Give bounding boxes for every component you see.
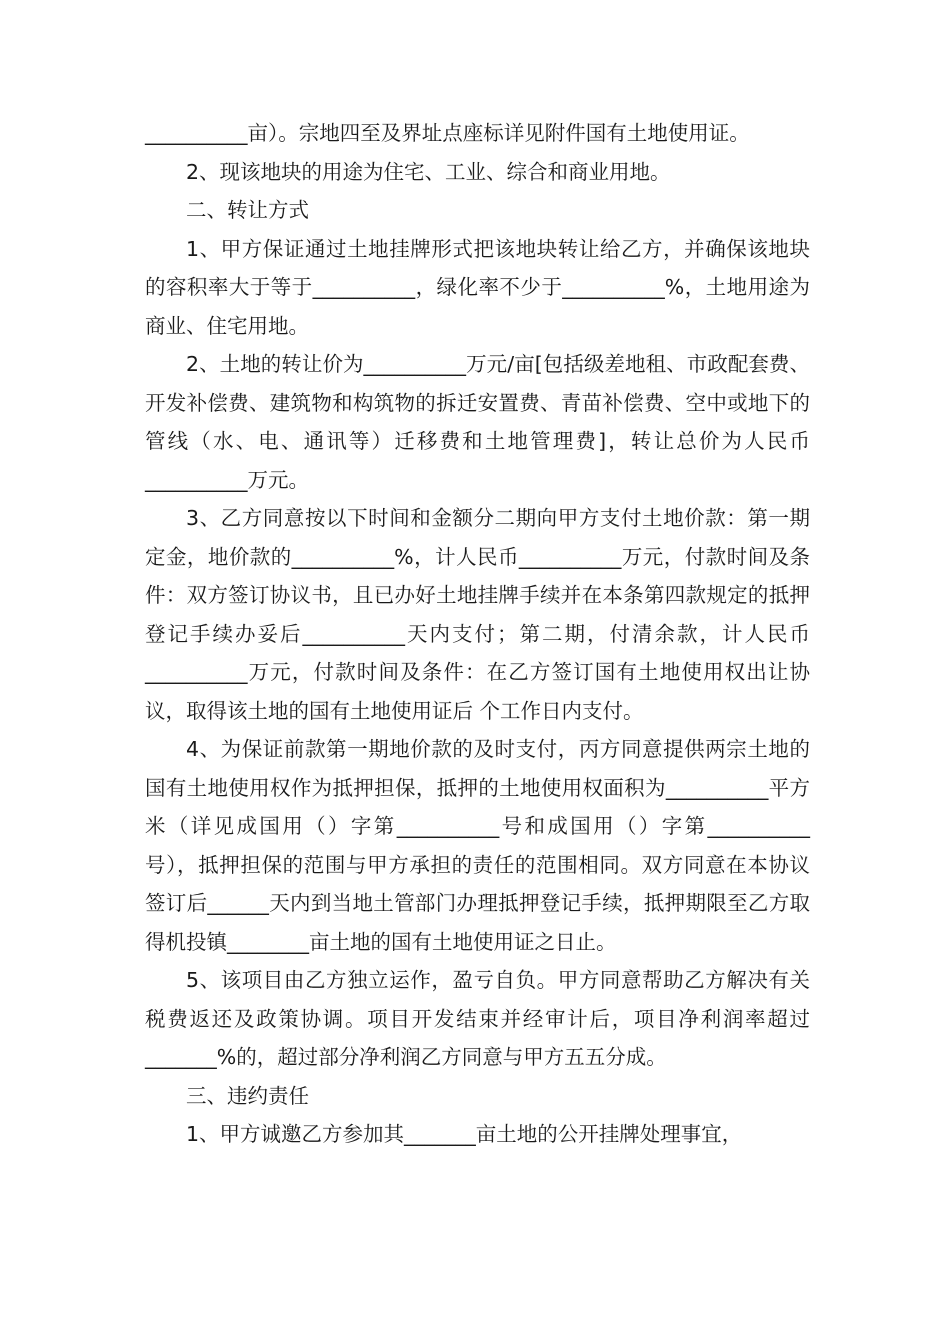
paragraph-transfer-guarantee: 1、甲方保证通过土地挂牌形式把该地块转让给乙方，并确保该地块的容积率大于等于__________，绿化率不少于__________%，土地用途为商业、住宅用地。: [145, 236, 810, 338]
paragraph-project-profit: 5、该项目由乙方独立运作，盈亏自负。甲方同意帮助乙方解决有关税费返还及政策协调。项目开发结束并经审计后，项目净利润率超过_______%的，超过部分净利润乙方同意与甲方五五分成。: [145, 968, 810, 1069]
paragraph-transfer-price: 2、土地的转让价为__________万元/亩[包括级差地租、市政配套费、开发补偿费、建筑物和构筑物的拆迁安置费、青苗补偿费、空中或地下的管线（水、电、通讯等）迁移费和土地管理费]，转让总价为人民币__________万元。: [145, 352, 810, 492]
section-heading-liability: 三、违约责任: [186, 1083, 309, 1108]
paragraph-land-area-tail: __________亩）。宗地四至及界址点座标详见附件国有土地使用证。: [145, 121, 750, 145]
paragraph-liability-invitation: 1、甲方诚邀乙方参加其_______亩土地的公开挂牌处理事宜，: [186, 1122, 743, 1146]
document-body: [145, 114, 810, 1154]
paragraph-land-use: 2、现该地块的用途为住宅、工业、综合和商业用地。: [186, 159, 671, 184]
paragraph-mortgage-guarantee: 4、为保证前款第一期地价款的及时支付，丙方同意提供两宗土地的国有土地使用权作为抵押担保，抵押的土地使用权面积为__________平方米（详见成国用（）字第__________号和成国用（）字第__________号），抵押担保的范围与甲方承担的责任的范围相同。双方同意在本协议签订后______天内到当地土管部门办理抵押登记手续，抵押期限至乙方取得机投镇________亩土地的国有土地使用证之日止。: [145, 737, 810, 954]
section-heading-transfer-method: 二、转让方式: [186, 198, 309, 222]
paragraph-payment-schedule: 3、乙方同意按以下时间和金额分二期向甲方支付土地价款：第一期定金，地价款的__________%，计人民币__________万元，付款时间及条件：双方签订协议书，且已办好土地挂牌手续并在本条第四款规定的抵押登记手续办妥后__________天内支付；第二期，付清余款，计人民币__________万元，付款时间及条件：在乙方签订国有土地使用权出让协议，取得该土地的国有土地使用证后 个工作日内支付。: [145, 506, 810, 723]
